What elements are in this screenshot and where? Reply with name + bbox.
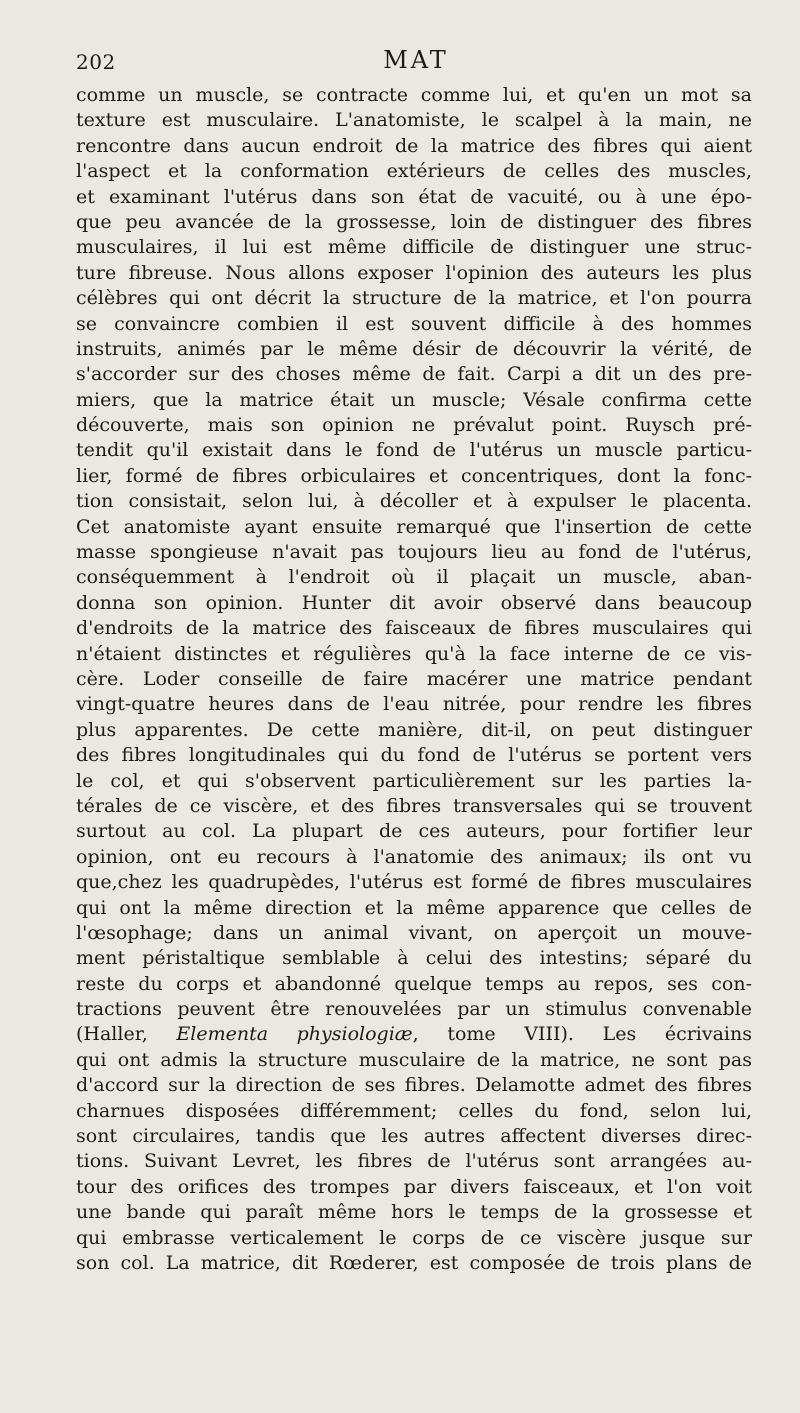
text-line: surtout au col. La plupart de ces auteurs, pour fortifier leur <box>76 820 752 843</box>
text-line-citation <box>76 1022 752 1047</box>
text-line: donna son opinion. Hunter dit avoir observé dans beaucoup <box>76 591 752 614</box>
text-line: reste du corps et abandonné quelque temps au repos, ses con- <box>76 972 752 995</box>
text-line: son col. La matrice, dit Rœderer, est composée de trois plans de <box>76 1251 752 1274</box>
text-line: sont circulaires, tandis que les autres affectent diverses direc- <box>76 1125 752 1148</box>
text-line: que,chez les quadrupèdes, l'utérus est formé de fibres musculaires <box>76 871 752 894</box>
text-line: l'aspect et la conformation extérieurs de celles des muscles, <box>76 160 752 183</box>
text-line: célèbres qui ont décrit la structure de la matrice, et l'on pourra <box>76 287 752 310</box>
citation-before: (Haller, <box>76 1023 177 1046</box>
text-line: qui embrasse verticalement le corps de ce viscère jusque sur <box>76 1226 752 1249</box>
text-line: l'œsophage; dans un animal vivant, on aperçoit un mouve- <box>76 921 752 944</box>
text-line: des fibres longitudinales qui du fond de l'utérus se portent vers <box>76 744 752 767</box>
text-line: miers, que la matrice était un muscle; Vésale confirma cette <box>76 388 752 411</box>
text-line: instruits, animés par le même désir de découvrir la vérité, de <box>76 337 752 360</box>
text-line: charnues disposées différemment; celles du fond, selon lui, <box>76 1099 752 1122</box>
text-line: conséquemment à l'endroit où il plaçait un muscle, aban- <box>76 566 752 589</box>
text-line: qui ont admis la structure musculaire de la matrice, ne sont pas <box>76 1048 752 1071</box>
text-line: tendit qu'il existait dans le fond de l'utérus un muscle particu- <box>76 439 752 462</box>
text-line: n'étaient distinctes et régulières qu'à la face interne de ce vis- <box>76 642 752 665</box>
text-line: lier, formé de fibres orbiculaires et concentriques, dont la fonc- <box>76 464 752 487</box>
text-line: ment péristaltique semblable à celui des intestins; séparé du <box>76 947 752 970</box>
text-line: tion consistait, selon lui, à décoller et à expulser le placenta. <box>76 490 752 513</box>
text-line: une bande qui paraît même hors le temps de la grossesse et <box>76 1201 752 1224</box>
text-line: ture fibreuse. Nous allons exposer l'opinion des auteurs les plus <box>76 261 752 284</box>
text-line: qui ont la même direction et la même apparence que celles de <box>76 896 752 919</box>
page-header <box>76 46 756 80</box>
text-line: plus apparentes. De cette manière, dit-il, on peut distinguer <box>76 718 752 741</box>
text-line: musculaires, il lui est même difficile de distinguer une struc- <box>76 236 752 259</box>
text-line: et examinant l'utérus dans son état de vacuité, ou à une épo- <box>76 185 752 208</box>
text-line: vingt-quatre heures dans de l'eau nitrée, pour rendre les fibres <box>76 693 752 716</box>
text-line: s'accorder sur des choses même de fait. Carpi a dit un des pre- <box>76 363 752 386</box>
citation-title: Elementa physiologiæ <box>176 1023 413 1046</box>
text-line: découverte, mais son opinion ne prévalut point. Ruysch pré- <box>76 414 752 437</box>
body-text <box>76 83 752 1276</box>
text-line: d'endroits de la matrice des faisceaux de fibres musculaires qui <box>76 617 752 640</box>
running-head: MAT <box>383 46 449 74</box>
text-line: cère. Loder conseille de faire macérer une matrice pendant <box>76 667 752 690</box>
text-line: se convaincre combien il est souvent difficile à des hommes <box>76 312 752 335</box>
text-line: masse spongieuse n'avait pas toujours lieu au fond de l'utérus, <box>76 541 752 564</box>
text-line: opinion, ont eu recours à l'anatomie des animaux; ils ont vu <box>76 845 752 868</box>
text-line: d'accord sur la direction de ses fibres. Delamotte admet des fibres <box>76 1074 752 1097</box>
text-line: térales de ce viscère, et des fibres transversales qui se trouvent <box>76 794 752 817</box>
citation-after: , tome VIII). Les écrivains <box>412 1023 752 1046</box>
text-line: tions. Suivant Levret, les fibres de l'utérus sont arrangées au- <box>76 1150 752 1173</box>
text-line: rencontre dans aucun endroit de la matrice des fibres qui aient <box>76 134 752 157</box>
page-number: 202 <box>76 50 116 74</box>
text-line: texture est musculaire. L'anatomiste, le scalpel à la main, ne <box>76 109 752 132</box>
text-line: que peu avancée de la grossesse, loin de distinguer des fibres <box>76 210 752 233</box>
text-line: tour des orifices des trompes par divers faisceaux, et l'on voit <box>76 1175 752 1198</box>
text-line: comme un muscle, se contracte comme lui, et qu'en un mot sa <box>76 84 752 106</box>
text-line: tractions peuvent être renouvelées par un stimulus convenable <box>76 998 752 1021</box>
text-line: Cet anatomiste ayant ensuite remarqué que l'insertion de cette <box>76 515 752 538</box>
text-line: le col, et qui s'observent particulièrement sur les parties la- <box>76 769 752 792</box>
